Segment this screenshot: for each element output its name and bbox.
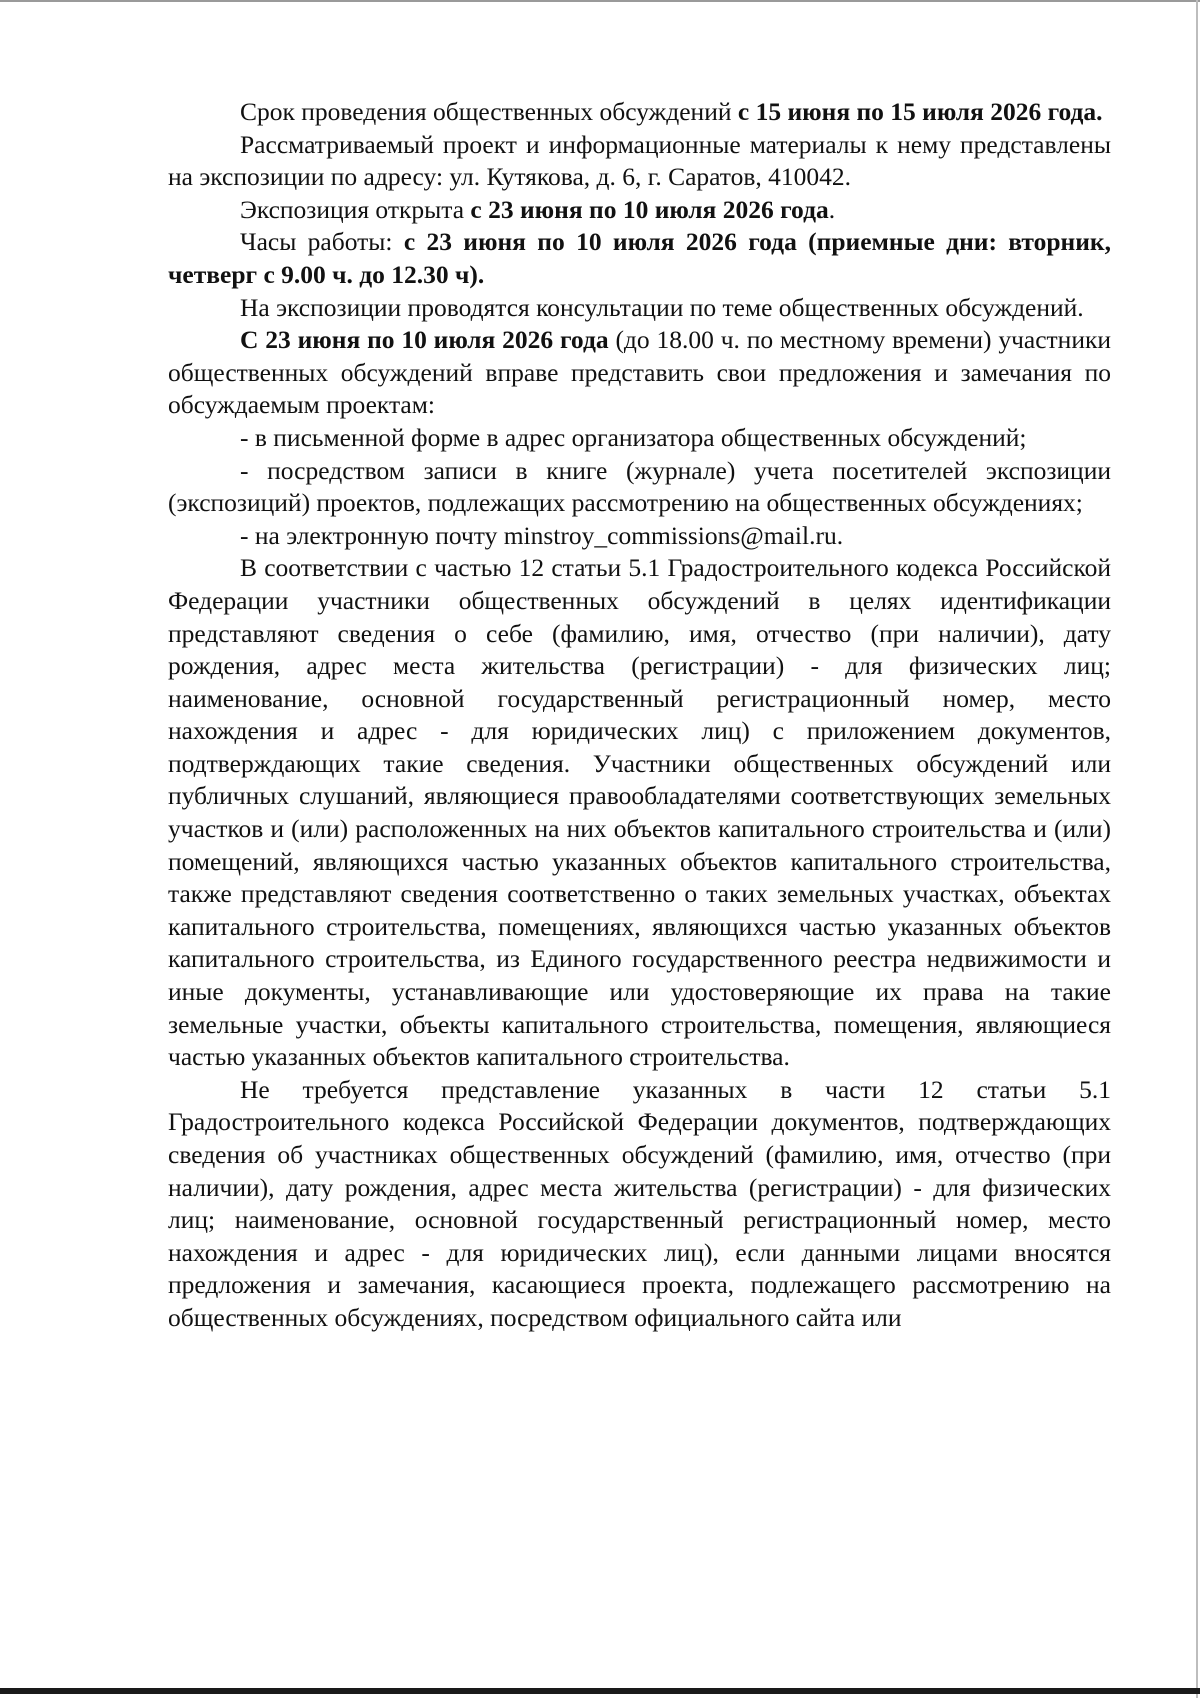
- proposals-period-text: (до 18.00 ч. по местному времени) участники общественных обсуждений вправе представить свои предложения и замечания по обсуждаемым проектам:: [168, 325, 1111, 420]
- proposals-period-dates: С 23 июня по 10 июля 2026 года: [240, 325, 609, 355]
- option-email-text: - на электронную почту minstroy_commissions@mail.ru.: [240, 520, 844, 550]
- not-required-text: Не требуется представление указанных в части 12 статьи 5.1 Градостроительного кодекса Российской Федерации документов, подтверждающих сведения об участниках общественных обсуждений (фамилию, имя, отчество (при наличии), дату рождения, адрес места жительства (регистрации) - для физических лиц; наименование, основной государственный регистрационный номер, место нахождения и адрес - для юридических лиц), если данными лицами вносятся предложения и замечания, касающиеся проекта, подлежащего рассмотрению на общественных обсуждениях, посредством официального сайта или: [168, 1074, 1111, 1332]
- working-hours-schedule: с 23 июня по 10 июля 2026 года (приемные дни: вторник, четверг с 9.00 ч. до 12.30 ч).: [168, 227, 1111, 289]
- consultations-text: На экспозиции проводятся консультации по теме общественных обсуждений.: [240, 292, 1084, 322]
- list-item-visitor-book: [168, 455, 1111, 520]
- document-body: [168, 96, 1111, 1335]
- paragraph-consultations: [168, 292, 1111, 325]
- paragraph-exposition-open: [168, 194, 1111, 227]
- option-written-text: - в письменной форме в адрес организатора общественных обсуждений;: [240, 422, 1027, 452]
- exposition-open-end: .: [828, 194, 836, 224]
- scan-border-right: [1196, 0, 1198, 1698]
- term-label: Срок проведения общественных обсуждений: [240, 97, 738, 126]
- project-materials-text: Рассматриваемый проект и информационные материалы к нему представлены на экспозиции по адресу: ул. Кутякова, д. 6, г. Саратов, 410042.: [168, 129, 1111, 192]
- exposition-open-dates: с 23 июня по 10 июля 2026 года: [470, 194, 829, 224]
- paragraph-working-hours: [168, 226, 1111, 291]
- identification-text: В соответствии с частью 12 статьи 5.1 Градостроительного кодекса Российской Федерации участники общественных обсуждений в целях идентификации представляют сведения о себе (фамилию, имя, отчество (при наличии), дату рождения, адрес места жительства (регистрации) - для физических лиц; наименование, основной государственный регистрационный номер, место нахождения и адрес - для юридических лиц) с приложением документов, подтверждающих такие сведения. Участники общественных обсуждений или публичных слушаний, являющиеся правообладателями соответствующих земельных участков и (или) расположенных на них объектов капитального строительства и (или) помещений, являющихся частью указанных объектов капитального строительства, также представляют сведения соответственно о таких земельных участках, объектах капитального строительства, помещениях, являющихся частью указанных объектов капитального строительства, из Единого государственного реестра недвижимости и иные документы, устанавливающие или удостоверяющие их права на такие земельные участки, объекты капитального строительства, помещения, являющиеся частью указанных объектов капитального строительства.: [168, 553, 1111, 1072]
- term-dates: с 15 июня по 15 июля 2026 года.: [737, 97, 1103, 126]
- option-book-text: - посредством записи в книге (журнале) учета посетителей экспозиции (экспозиций) проектов, подлежащих рассмотрению на общественных обсуждениях;: [168, 455, 1111, 518]
- list-item-written-form: [168, 422, 1111, 455]
- scan-border-top: [0, 0, 1200, 2]
- paragraph-proposals-period: [168, 324, 1111, 422]
- working-hours-label: Часы работы:: [240, 227, 404, 257]
- exposition-open-label: Экспозиция открыта: [240, 194, 471, 224]
- paragraph-project-materials: [168, 129, 1111, 194]
- list-item-email: [168, 520, 1111, 553]
- paragraph-not-required: [168, 1074, 1111, 1335]
- paragraph-term: [168, 96, 1111, 129]
- paragraph-identification: [168, 552, 1111, 1074]
- scan-border-bottom: [0, 1688, 1200, 1694]
